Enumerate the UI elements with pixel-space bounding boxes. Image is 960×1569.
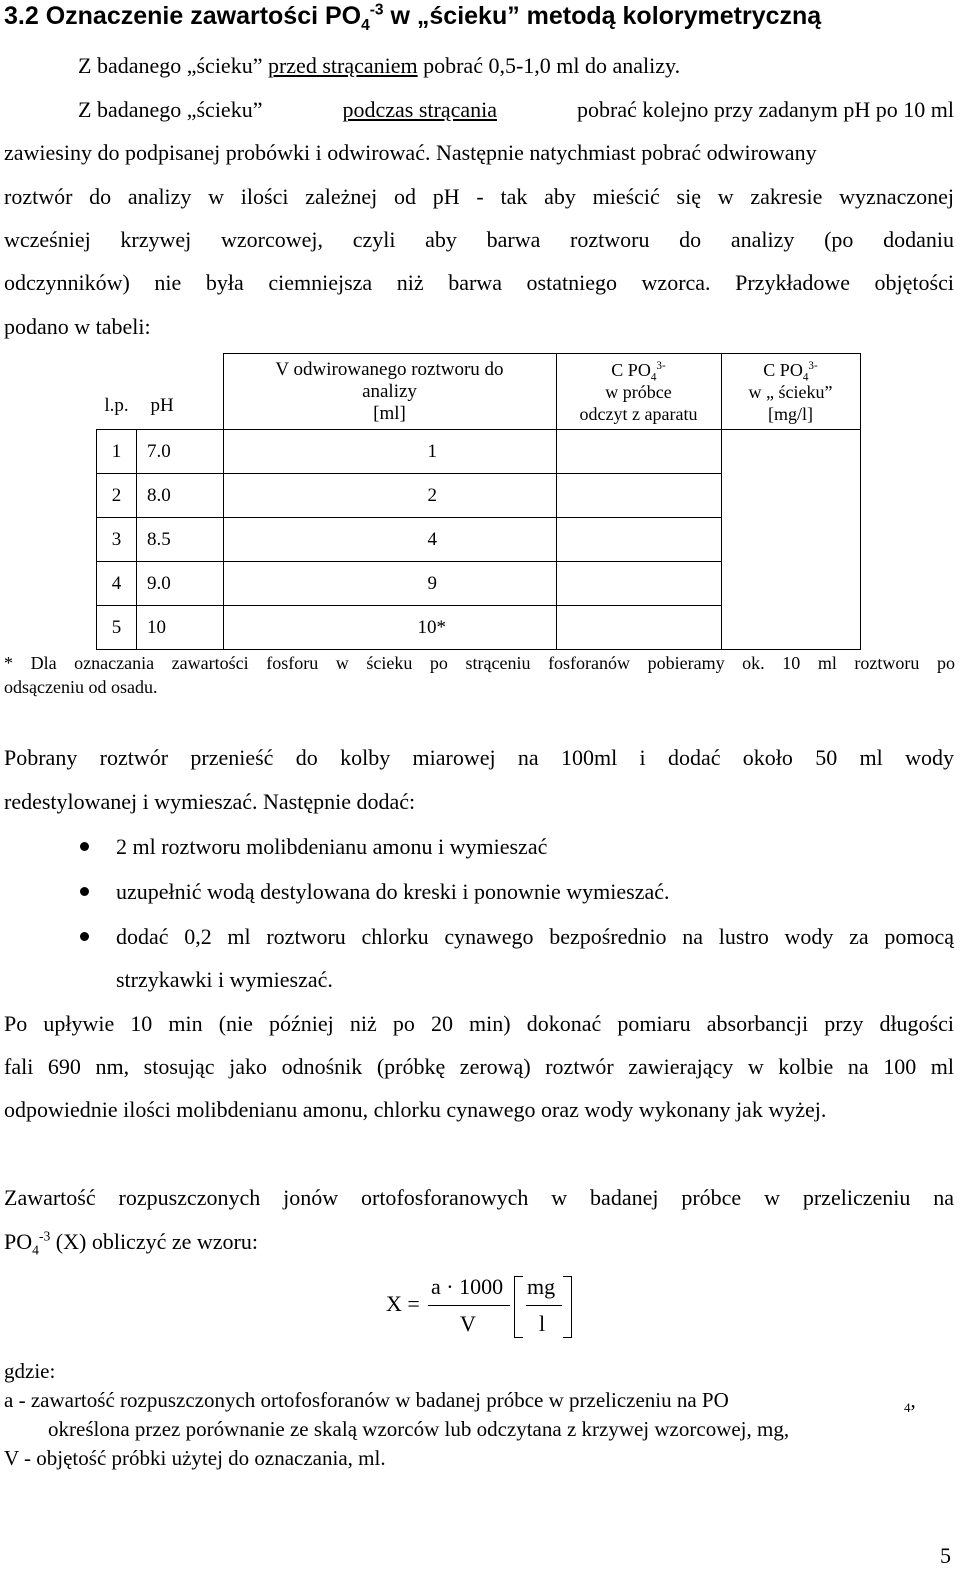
cell-volume: 10* [223, 606, 556, 650]
step-item-continued: strzykawki i wymieszać. [116, 967, 333, 992]
section-title: Oznaczenie zawartości $PO_4^{-3}$ w „ścieku” metodą kolorymetryczną [45, 1, 822, 34]
cell-ph: 9.0 [137, 562, 224, 606]
header-volume: V odwirowanego roztworu do analizy [ml] [223, 354, 556, 430]
cell-lp: 5 [97, 606, 137, 650]
left-bracket [514, 1276, 523, 1338]
cell-ph: 8.0 [137, 474, 224, 518]
cell-ph: 10 [137, 606, 224, 650]
cell-c-sample [556, 474, 721, 518]
formula-numerator: a · 1000 [431, 1274, 504, 1299]
definition-v: V - objętość próbki użytej do oznaczania, ml. [4, 1446, 386, 1470]
cell-lp: 1 [97, 430, 137, 474]
bullet-icon [80, 932, 89, 941]
definition-a-continued: określona przez porównanie ze skalą wzorców lub odczytana z krzywej wzorcowej, mg, [48, 1417, 790, 1441]
formula-unit-den: l [539, 1311, 546, 1336]
cell-volume: 2 [223, 474, 556, 518]
cell-ph: 7.0 [137, 430, 224, 474]
cell-volume: 4 [223, 518, 556, 562]
cell-c-sample [556, 430, 721, 474]
step-item: dodać 0,2 ml roztworu chlorku cynawego bezpośrednio na lustro wody za pomocą [116, 924, 954, 949]
paragraph-line: Zawartość rozpuszczonych jonów ortofosforanowych w badanej próbce w przeliczeniu na [4, 1185, 954, 1210]
cell-lp: 3 [97, 518, 137, 562]
bullet-icon [80, 887, 89, 896]
paragraph-during-precipitation-line1: Z badanego „ścieku” podczas strącania pobrać kolejno przy zadanym pH po 10 ml [78, 97, 954, 122]
paragraph-line: Po upływie 10 min (nie później niż po 20 min) dokonać pomiaru absorbancji przy długości [4, 1011, 954, 1036]
header-c-waste: C $PO_4^{3-}$ w „ ścieku” [mg/l] [721, 354, 860, 430]
formula-lhs: X = [386, 1291, 420, 1316]
table-row [97, 474, 861, 518]
cell-c-sample [556, 606, 721, 650]
cell-volume: 9 [223, 562, 556, 606]
cell-c-waste [721, 430, 860, 474]
footnote-line: * Dla oznaczania zawartości fosforu w ścieku po strąceniu fosforanów pobieramy ok. 10 ml roztworu po [4, 653, 955, 673]
header-ph: pH [150, 395, 174, 417]
paragraph-line: $PO_4^{-3}$ (X) obliczyć ze wzoru: [4, 1228, 258, 1258]
bullet-icon [80, 842, 89, 851]
step-item: uzupełnić wodą destylowana do kreski i ponownie wymieszać. [116, 879, 670, 904]
cell-c-sample [556, 562, 721, 606]
formula-denominator: V [460, 1311, 476, 1336]
paragraph-line: odpowiednie ilości molibdenianu amonu, chlorku cynawego oraz wody wykonany jak wyżej. [4, 1097, 827, 1122]
paragraph-line: redestylowanej i wymieszać. Następnie dodać: [4, 789, 416, 814]
paragraph-line: Pobrany roztwór przenieść do kolby miarowej na 100ml i dodać około 50 ml wody [4, 745, 954, 770]
table-row [97, 562, 861, 606]
table-header-row [97, 354, 861, 430]
header-lp: l.p. [104, 395, 129, 417]
cell-volume: 1 [223, 430, 556, 474]
formula-unit-num: mg [527, 1274, 556, 1299]
cell-c-sample [556, 518, 721, 562]
cell-c-waste [721, 518, 860, 562]
paragraph-line: podano w tabeli: [4, 314, 151, 339]
paragraph-line: wcześniej krzywej wzorcowej, czyli aby barwa roztworu do analizy (po dodaniu [4, 227, 954, 252]
definitions-label: gdzie: [4, 1359, 56, 1383]
definition-a-tail: $_4$, [904, 1388, 916, 1416]
table-row [97, 430, 861, 474]
paragraph-before-precipitation: Z badanego „ścieku” przed strącaniem pobrać 0,5-1,0 ml do analizy. [78, 53, 681, 78]
paragraph-line: zawiesiny do podpisanej probówki i odwirować. Następnie natychmiast pobrać odwirowany [4, 140, 817, 165]
paragraph-line: roztwór do analizy w ilości zależnej od pH - tak aby mieścić się w zakresie wyznaczonej [4, 184, 954, 209]
paragraph-line: fali 690 nm, stosując jako odnośnik (próbkę zerową) roztwór zawierający w kolbie na 100 ml [4, 1054, 954, 1079]
unit-fraction-bar [526, 1305, 562, 1306]
cell-lp: 4 [97, 562, 137, 606]
fraction-bar [428, 1305, 510, 1306]
footnote-line: odsączeniu od osadu. [4, 677, 158, 697]
definition-a: a - zawartość rozpuszczonych ortofosforanów w badanej próbce w przeliczeniu na PO [4, 1388, 729, 1412]
header-c-sample: C $PO_4^{3-}$ w próbce odczyt z aparatu [556, 354, 721, 430]
section-number: 3.2 [4, 2, 39, 30]
cell-ph: 8.5 [137, 518, 224, 562]
right-bracket [563, 1276, 572, 1338]
table-row [97, 606, 861, 650]
cell-c-waste [721, 474, 860, 518]
sample-volume-table [96, 353, 861, 650]
paragraph-line: odczynników) nie była ciemniejsza niż barwa ostatniego wzorca. Przykładowe objętości [4, 270, 954, 295]
cell-c-waste [721, 562, 860, 606]
section-heading [4, 1, 822, 34]
step-item: 2 ml roztworu molibdenianu amonu i wymieszać [116, 834, 548, 859]
page-number: 5 [940, 1543, 951, 1568]
cell-lp: 2 [97, 474, 137, 518]
cell-c-waste [721, 606, 860, 650]
table-row [97, 518, 861, 562]
